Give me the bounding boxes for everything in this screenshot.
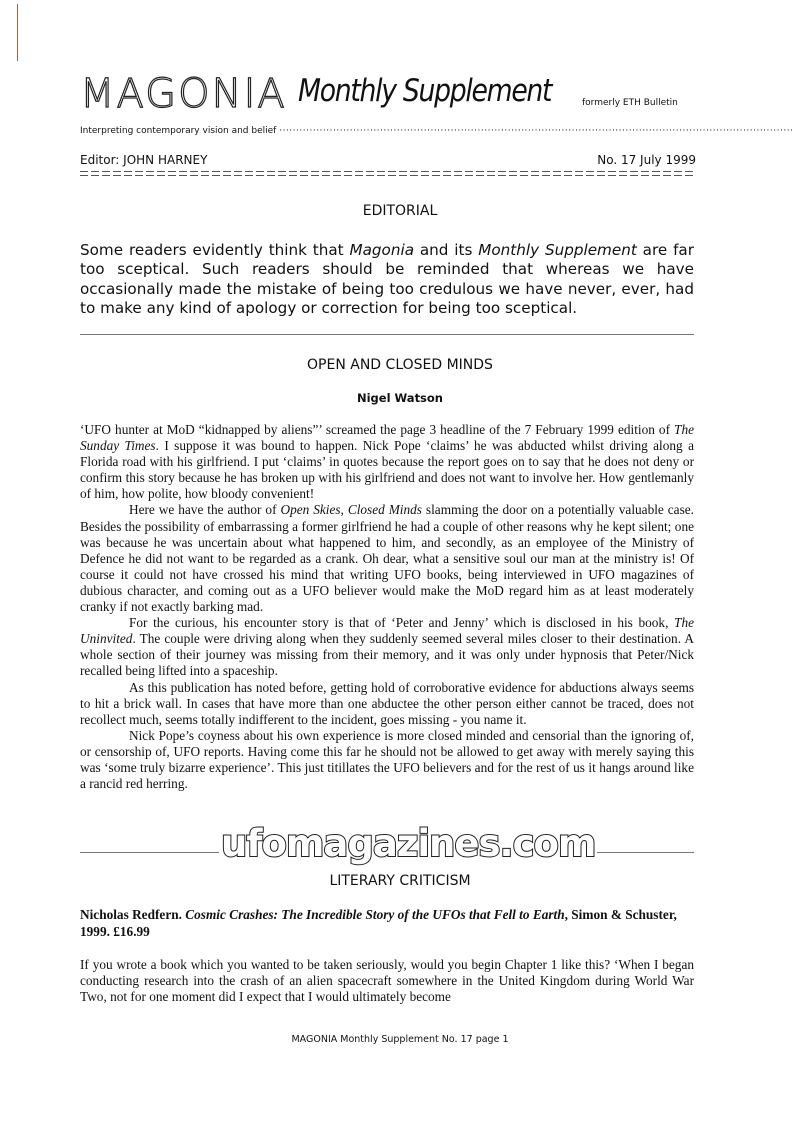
text: slamming the door on a potentially valuable case. Besides the possibility of embarrassing a former girlfriend he had a couple of other reasons why he kept silent; one was because he was uncertain about what happened to him, and secondly, as an employee of the Ministry of Defence he did not want to be regarded as a crank. Oh dear, what a sensitive soul our man at the ministry is! Of course it could not have crossed his mind that writing UFO books, being interviewed in UFO magazines of dubious character, and coming out as a UFO believer would make the MoD regard him as at least moderately cranky if not exactly barking mad. [80, 502, 694, 615]
article-body [80, 422, 694, 792]
review-body: If you wrote a book which you wanted to be taken seriously, would you begin Chapter 1 like this? ‘When I began conducting research into the crash of an alien spacecraft somewhere in the United Kingdom during World War Two, not for one moment did I expect that I would ultimately become [80, 957, 694, 1005]
article-paragraph: As this publication has noted before, getting hold of corroborative evidence for abductions always seems to hit a brick wall. In cases that have more than one abductee the other person either cannot be traced, does not recollect much, seems totally indifferent to the incident, goes missing - you name it. [80, 679, 694, 727]
italic-title: The Uninvited [80, 615, 694, 647]
article-paragraph [80, 615, 694, 679]
margin-pen-mark [17, 4, 18, 61]
editorial-italic-magonia: Magonia [349, 241, 414, 259]
italic-title: Open Skies, Closed Minds [280, 502, 422, 518]
article-paragraph [80, 502, 694, 615]
review-author: Nicholas Redfern. [80, 907, 186, 922]
review-section-heading: LITERARY CRITICISM [329, 873, 471, 889]
tagline-leader-dots: ························································································································································· [279, 126, 794, 136]
formerly-note: formerly ETH Bulletin [582, 98, 678, 108]
text: Here we have the author of [129, 502, 281, 518]
section-divider [80, 334, 694, 335]
tagline-text: Interpreting contemporary vision and belief [80, 126, 277, 136]
tagline [80, 126, 794, 136]
editorial-italic-supplement: Monthly Supplement [478, 241, 637, 259]
editorial-text: Some readers evidently think that [80, 241, 350, 259]
editorial-heading: EDITORIAL [362, 203, 438, 219]
article-paragraph [80, 422, 694, 502]
editor-credit: Editor: JOHN HARNEY [80, 153, 208, 167]
text: For the curious, his encounter story is that of ‘Peter and Jenny’ which is disclosed in his book, [129, 615, 675, 631]
editorial-text: and its [414, 241, 479, 259]
issue-number: No. 17 July 1999 [597, 153, 696, 167]
article-paragraph: Nick Pope’s coyness about his own experience is more closed minded and censorial than the ignoring of, or censorship of, UFO reports. Having come this far he should not be allowed to get away with merely saying this was ‘some truly bizarre experience’. This just titillates the UFO believers and for the rest of us it hangs around like a rancid red herring. [80, 727, 694, 792]
text: ‘UFO hunter at MoD “kidnapped by aliens”’ screamed the page 3 headline of the 7 February 1999 edition of [80, 422, 675, 437]
double-dashed-rule [80, 171, 696, 177]
masthead-title: Monthly Supplement [298, 73, 552, 109]
text: . The couple were driving along when they suddenly seemed several miles closer to their destination. A whole section of their journey was missing from their memory, and it was only under hypnosis that Peter/Nick recalled being lifted into a spaceship. [80, 631, 694, 679]
magonia-logo: MAGONIA [80, 71, 287, 117]
article-author: Nigel Watson [356, 391, 443, 405]
editorial-body [80, 241, 694, 319]
review-citation [80, 906, 694, 940]
italic-title: The Sunday Times [80, 422, 694, 454]
editorial-text: are far too sceptical. Such readers should be reminded that whereas we have occasionally made the mistake of being too credulous we have never, ever, had to make any kind of apology or correction for being too sceptical. [80, 241, 694, 318]
review-publisher: , Simon & Schuster, 1999. £16.99 [80, 907, 677, 939]
watermark-logo: ufomagazines.com [221, 822, 596, 865]
review-book-title: Cosmic Crashes: The Incredible Story of the UFOs that Fell to Earth [185, 907, 565, 922]
text: . I suppose it was bound to happen. Nick Pope ‘claims’ he was abducted whilst driving along a Florida road with his girlfriend. I put ‘claims’ in quotes because the report goes on to say that he does not deny or confirm this story because he has broken up with his girlfriend and does not want to involve her. How gentlemanly of him, how polite, how bloody convenient! [80, 438, 694, 502]
article-heading: OPEN AND CLOSED MINDS [307, 357, 493, 373]
page-footer: MAGONIA Monthly Supplement No. 17 page 1 [291, 1034, 509, 1045]
